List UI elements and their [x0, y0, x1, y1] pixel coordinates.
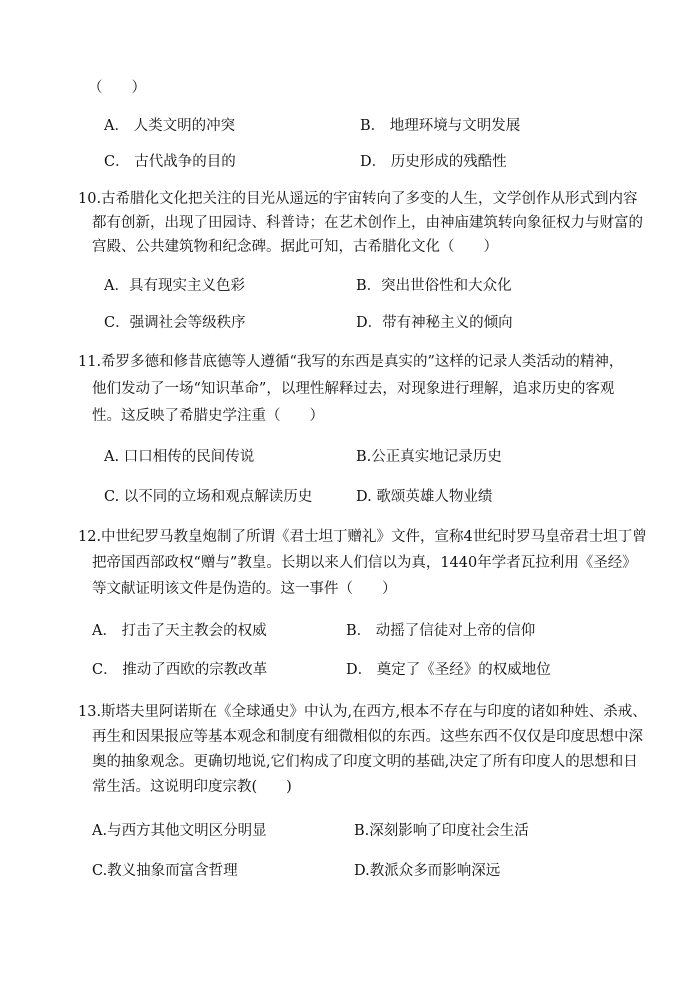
q11-stem-line-2: 他们发动了一场“知识革命”，以理性解释过去，对现象进行理解，追求历史的客观: [92, 381, 615, 397]
q9-answer-bracket: （ ）: [88, 80, 146, 96]
q9-option-a: A． 人类文明的冲突: [104, 118, 236, 134]
q9-option-c: C． 古代战争的目的: [104, 154, 236, 170]
q11-option-b: B.公正真实地记录历史: [356, 449, 502, 465]
q12-stem-line-2: 把帝国西部政权“赠与”教皇。长期以来人们信以为真，1440年学者瓦拉利用《圣经》: [92, 555, 637, 571]
q10-stem-line-1: 10.古希腊化文化把关注的目光从遥远的宇宙转向了多变的人生，文学创作从形式到内容: [78, 191, 638, 207]
q13-option-a: A.与西方其他文明区分明显: [92, 823, 267, 839]
q12-option-d: D． 奠定了《圣经》的权威地位: [346, 662, 551, 678]
q10-stem-line-3: 宫殿、公共建筑物和纪念碑。据此可知，古希腊化文化（ ）: [92, 239, 498, 255]
q10-option-b: B．突出世俗性和大众化: [356, 278, 512, 294]
q13-stem-line-3: 奥的抽象观念。更确切地说,它们构成了印度文明的基础,决定了所有印度人的思想和日: [92, 754, 638, 770]
q13-stem-line-4: 常生活。这说明印度宗教( ): [92, 779, 292, 795]
q12-stem-line-1: 12.中世纪罗马教皇炮制了所谓《君士坦丁赠礼》文件，宣称4世纪时罗马皇帝君士坦丁曾: [78, 529, 647, 545]
q11-option-d: D. 歌颂英雄人物业绩: [356, 489, 493, 505]
q13-option-c: C.教义抽象而富含哲理: [92, 863, 238, 879]
q11-option-c: C. 以不同的立场和观点解读历史: [104, 489, 313, 505]
q10-option-d: D．带有神秘主义的倾向: [356, 315, 513, 331]
q10-option-a: A．具有现实主义色彩: [104, 278, 245, 294]
q11-option-a: A. 口口相传的民间传说: [104, 449, 255, 465]
q12-stem-line-3: 等文献证明该文件是伪造的。这一事件（ ）: [92, 581, 397, 597]
q10-option-c: C．强调社会等级秩序: [104, 315, 246, 331]
q11-stem-line-3: 性。这反映了希腊史学注重（ ）: [92, 408, 324, 424]
q11-stem-line-1: 11.希罗多德和修昔底德等人遵循“我写的东西是真实的”这样的记录人类活动的精神，: [78, 354, 624, 370]
q12-option-a: A． 打击了天主教会的权威: [92, 623, 267, 639]
q13-option-b: B.深刻影响了印度社会生活: [354, 823, 529, 839]
q12-option-b: B． 动摇了信徒对上帝的信仰: [346, 623, 536, 639]
q10-stem-line-2: 都有创新，出现了田园诗、科普诗；在艺术创作上，由神庙建筑转向象征权力与财富的: [92, 215, 643, 231]
q13-option-d: D.教派众多而影响深远: [354, 863, 501, 879]
q9-option-b: B． 地理环境与文明发展: [360, 118, 521, 134]
q13-stem-line-2: 再生和因果报应等基本观念和制度有细微相似的东西。这些东西不仅仅是印度思想中深: [92, 729, 643, 745]
q13-stem-line-1: 13.斯塔夫里阿诺斯在《全球通史》中认为,在西方,根本不存在与印度的诸如种姓、杀戒、: [78, 704, 647, 720]
q9-option-d: D． 历史形成的残酷性: [360, 154, 507, 170]
q12-option-c: C． 推动了西欧的宗教改革: [92, 662, 268, 678]
